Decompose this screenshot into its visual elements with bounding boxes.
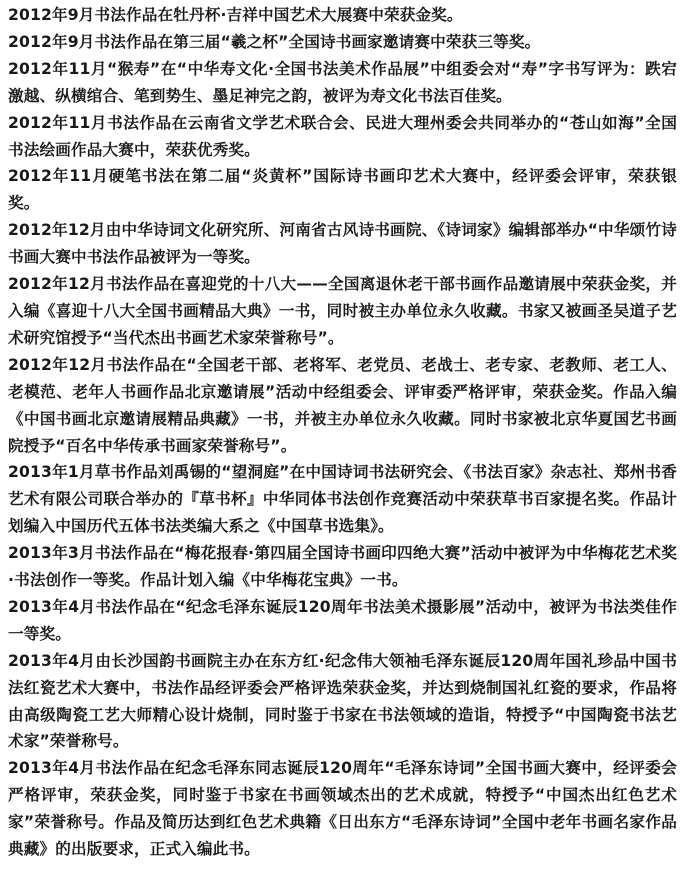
award-paragraph: 2012年9月书法作品在牡丹杯·吉祥中国艺术大展赛中荣获金奖。 — [8, 6, 463, 24]
award-paragraph: 2012年9月书法作品在第三届“羲之杯”全国诗书画家邀请赛中荣获三等奖。 — [8, 32, 541, 51]
award-paragraph: 2012年11月硬笔书法在第二届“炎黄杯”国际诗书画印艺术大赛中，经评委会评审，荣获银奖。 — [8, 167, 677, 213]
award-paragraph: 2013年3月书法作品在“梅花报春·第四届全国诗书画印四绝大赛”活动中被评为中华梅花艺术奖·书法创作一等奖。作品计划入编《中华梅花宝典》一书。 — [8, 544, 677, 590]
award-paragraph: 2012年12月书法作品在“全国老干部、老将军、老党员、老战士、老专家、老教师、老工人、老模范、老年人书画作品北京邀请展”活动中经组委会、评审委严格评审，荣获金奖。作品入编《中国书画北京邀请展精品典藏》一书，并被主办单位永久收藏。同时书家被北京华夏国艺书画院授予“百名中华传承书画家荣誉称号”。 — [8, 355, 677, 455]
award-paragraph: 2013年4月书法作品在“纪念毛泽东诞辰120周年书法美术摄影展”活动中，被评为书法类佳作一等奖。 — [8, 597, 677, 643]
award-paragraph: 2012年12月由中华诗词文化研究所、河南省古风诗书画院、《诗词家》编辑部举办“中华颂竹诗书画大赛中书法作品被评为一等奖。 — [8, 221, 677, 267]
award-paragraph: 2013年4月书法作品在纪念毛泽东同志诞辰120周年“毛泽东诗词”全国书画大赛中，经评委会严格评审，荣获金奖，同时鉴于书家在书画领域杰出的艺术成就，特授予“中国杰出红色艺术家”荣誉称号。作品及简历达到红色艺术典籍《日出东方“毛泽东诗词”全国中老年书画名家作品典藏》的出版要求，正式入编此书。 — [8, 759, 677, 859]
award-paragraph: 2012年11月书法作品在云南省文学艺术联合会、民进大理州委会共同举办的“苍山如海”全国书法绘画作品大赛中，荣获优秀奖。 — [8, 113, 677, 159]
award-paragraph: 2013年4月由长沙国韵书画院主办在东方红·纪念伟大领袖毛泽东诞辰120周年国礼珍品中国书法红瓷艺术大赛中，书法作品经评委会严格评选荣获金奖，并达到烧制国礼红瓷的要求，作品将由高级陶瓷工艺大师精心设计烧制，同时鉴于书家在书法领域的造诣，特授予“中国陶瓷书法艺术家”荣誉称号。 — [8, 651, 677, 751]
award-paragraph: 2012年11月“猴寿”在“中华寿文化·全国书法美术作品展”中组委会对“寿”字书写评为：跌宕激越、纵横绾合、笔到势生、墨足神完之韵，被评为寿文化书法百佳奖。 — [8, 59, 677, 105]
award-paragraph: 2012年12月书法作品在喜迎党的十八大——全国离退休老干部书画作品邀请展中荣获金奖，并入编《喜迎十八大全国书画精品大典》一书，同时被主办单位永久收藏。书家又被画圣吴道子艺术研究馆授予“当代杰出书画艺术家荣誉称号”。 — [8, 275, 677, 347]
award-paragraph: 2013年1月草书作品刘禹锡的“望洞庭”在中国诗词书法研究会、《书法百家》杂志社、郑州书香艺术有限公司联合举办的『草书杯』中华同体书法创作竞赛活动中荣获草书百家提名奖。作品计划编入中国历代五体书法类编大系之《中国草书选集》。 — [8, 463, 677, 536]
